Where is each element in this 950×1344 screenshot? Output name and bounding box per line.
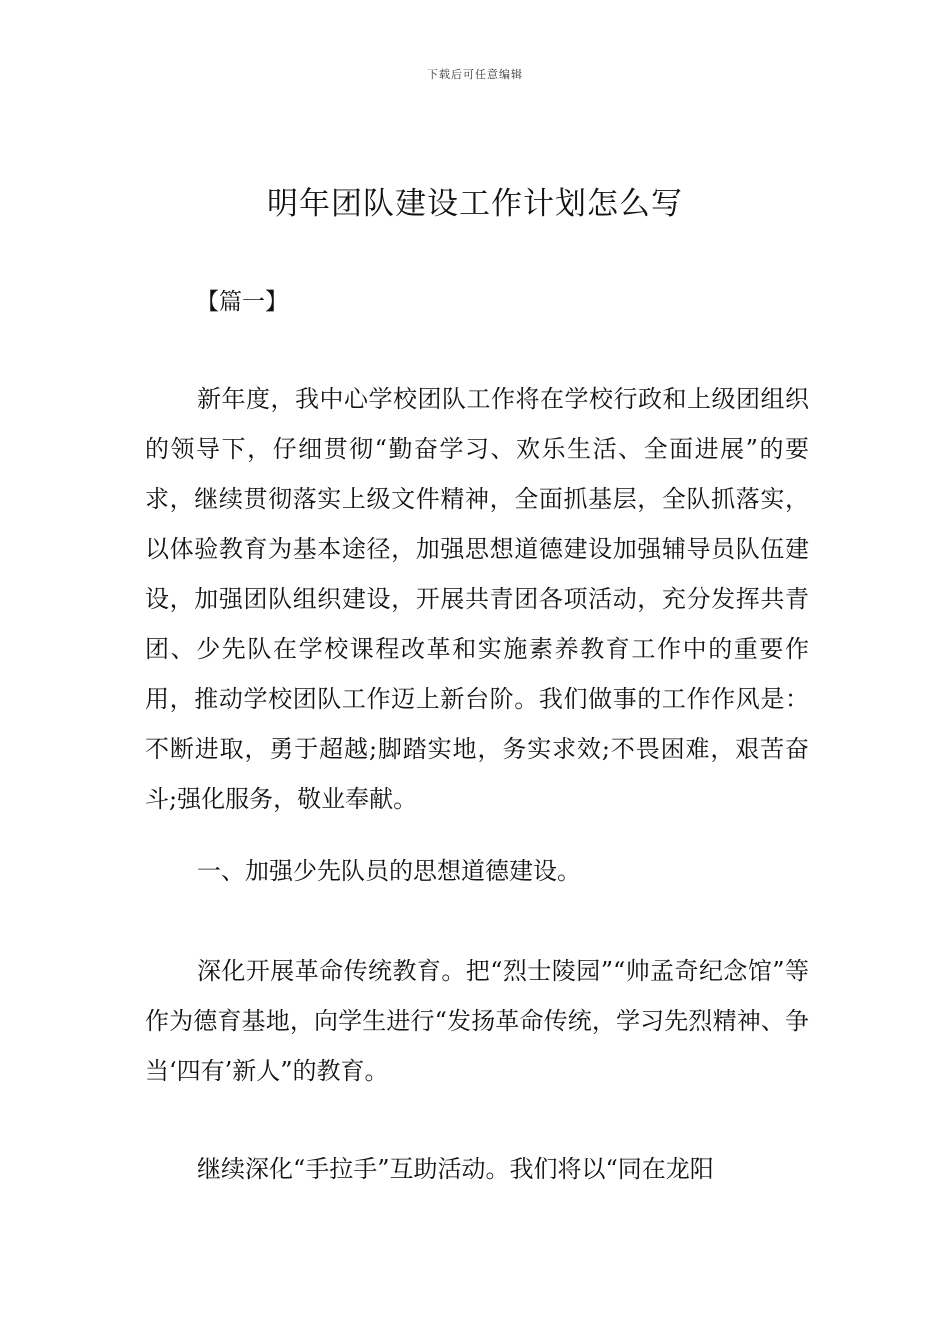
- paragraph-heading-1: 一、加强少先队员的思想道德建设。: [197, 857, 581, 885]
- paragraph-hand-in-hand: 继续深化“手拉手”互助活动。我们将以“同在龙阳: [197, 1155, 714, 1183]
- paragraph-revolution-education: 深化开展革命传统教育。把“烈士陵园”“帅孟奇纪念馆”等作为德育基地，向学生进行“发扬革命传统，学习先烈精神、争当‘四有’新人”的教育。: [145, 957, 809, 1085]
- document-title: 明年团队建设工作计划怎么写: [267, 186, 683, 222]
- paragraph-intro: 新年度，我中心学校团队工作将在学校行政和上级团组织的领导下，仔细贯彻“勤奋学习、欢乐生活、全面进展”的要求，继续贯彻落实上级文件精神，全面抓基层，全队抓落实，以体验教育为基本途径，加强思想道德建设加强辅导员队伍建设，加强团队组织建设，开展共青团各项活动，充分发挥共青团、少先队在学校课程改革和实施素养教育工作中的重要作用，推动学校团队工作迈上新台阶。我们做事的工作作风是：不断进取，勇于超越;脚踏实地，务实求效;不畏困难，艰苦奋斗;强化服务，敬业奉献。: [145, 385, 809, 813]
- header-note: 下载后可任意编辑: [427, 68, 523, 81]
- section-label: 【篇一】: [196, 289, 288, 315]
